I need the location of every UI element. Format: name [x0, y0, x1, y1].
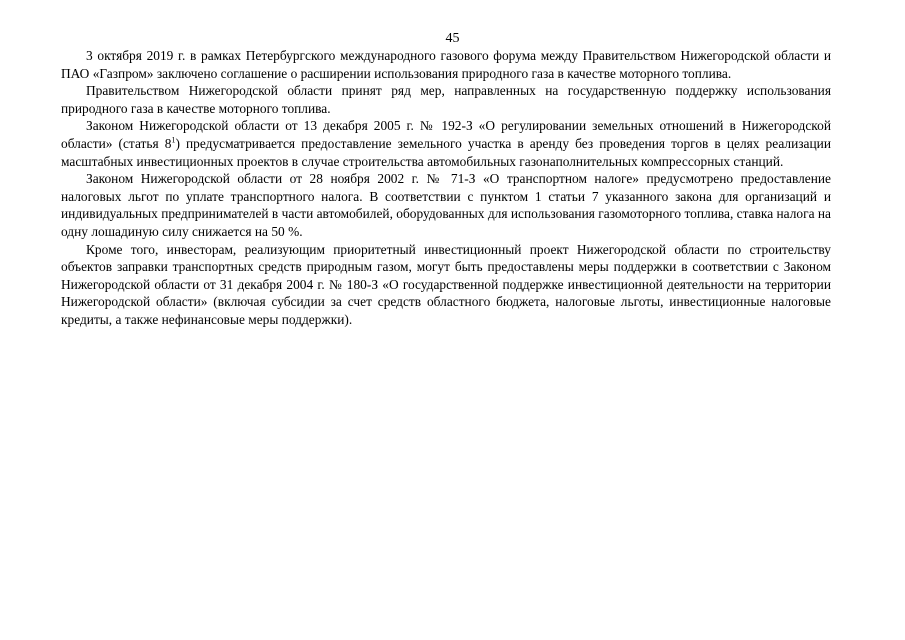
land-law-text-start: Законом Нижегородской области от 13 декабря 2005 г. № 192-З «О регулировании земельных отношений в Нижегородской области» (статья 8 — [61, 118, 831, 151]
paragraph-government-measures: Правительством Нижегородской области принят ряд мер, направленных на государственную поддержку использования природного газа в качестве моторного топлива. — [61, 83, 831, 116]
land-law-text-end: ) предусматривается предоставление земельного участка в аренду без проведения торгов в целях реализации масштабных инвестиционных проектов в случае строительства автомобильных газонаполнительных компрессорных станций. — [61, 135, 831, 169]
article-superscript: 1 — [171, 135, 176, 145]
page-number: 45 — [445, 31, 460, 46]
paragraph-land-relations-law — [61, 117, 831, 170]
paragraph-investor-support: Кроме того, инвесторам, реализующим приоритетный инвестиционный проект Нижегородской области по строительству объектов заправки транспортных средств природным газом, могут быть предоставлены меры поддержки в соответствии с Законом Нижегородской области от 31 декабря 2004 г. № 180-З «О государственной поддержке инвестиционной деятельности на территории Нижегородской области» (включая субсидии за счет средств областного бюджета, налоговые льготы, инвестиционные налоговые кредиты, а также нефинансовые меры поддержки). — [61, 241, 831, 327]
document-body — [61, 47, 831, 329]
paragraph-gas-forum-agreement: 3 октября 2019 г. в рамках Петербургского международного газового форума между Правительством Нижегородской области и ПАО «Газпром» заключено соглашение о расширении использования природного газа в качестве моторного топлива. — [61, 48, 831, 81]
paragraph-transport-tax-law: Законом Нижегородской области от 28 ноября 2002 г. № 71-З «О транспортном налоге» предусмотрено предоставление налоговых льгот по уплате транспортного налога. В соответствии с пунктом 1 статьи 7 указанного закона для организаций и индивидуальных предпринимателей в части автомобилей, оборудованных для использования газомоторного топлива, ставка налога на одну лошадиную силу снижается на 50 %. — [61, 171, 831, 239]
